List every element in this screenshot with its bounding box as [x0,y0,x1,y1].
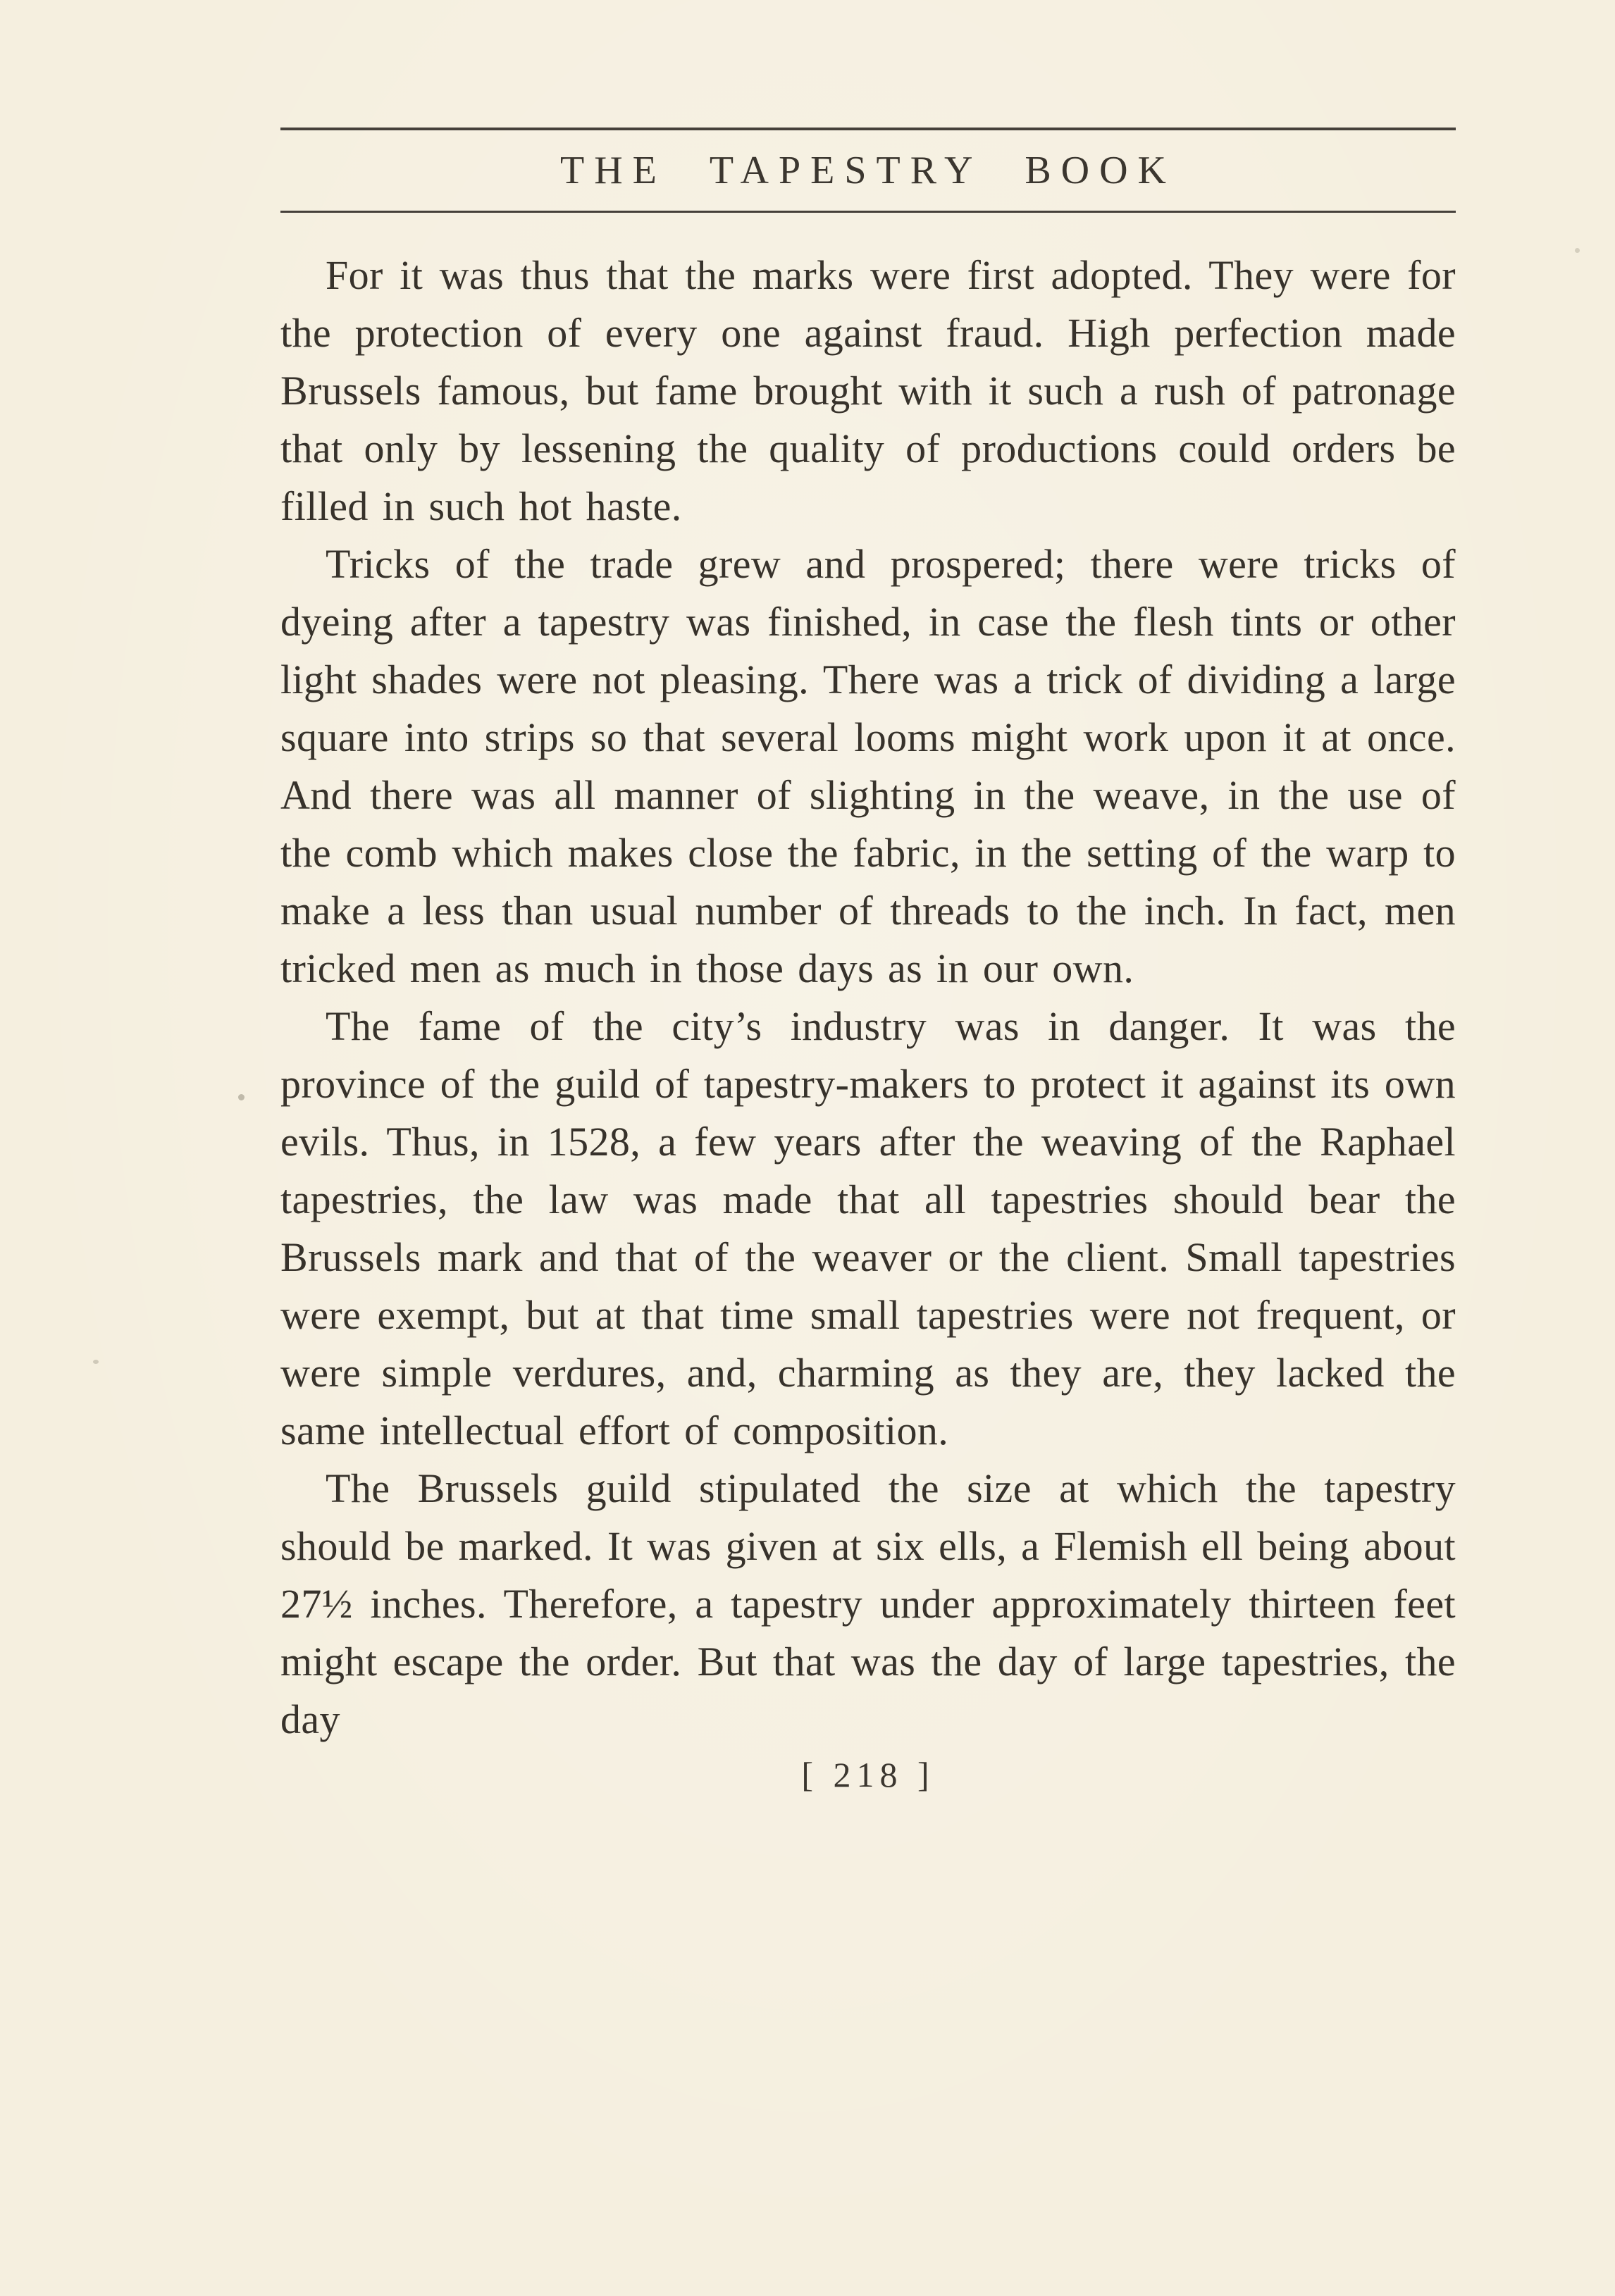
page-number: [ 218 ] [801,1755,935,1794]
paragraph-2: Tricks of the trade grew and prospered; there were tricks of dyeing after a tapestry was finished, in case the flesh tints or other light shades were not pleasing. There was a trick of dividing a large square into strips so that several looms might work upon it at once. And there was all manner of slighting in the weave, in the use of the comb which makes close the fabric, in the setting of the warp to make a less than usual number of threads to the inch. In fact, men tricked men as much in those days as in our own. [280,541,1456,991]
body-text [280,247,1456,1749]
scan-speck [1575,248,1580,253]
text-block [280,128,1456,1795]
paragraph-1: For it was thus that the marks were first adopted. They were for the protection of every one against fraud. High perfection made Brussels famous, but fame brought with it such a rush of patronage that only by lessening the quality of productions could orders be filled in such hot haste. [280,252,1456,529]
scan-speck [93,1360,99,1364]
paragraph-3: The fame of the city’s industry was in danger. It was the province of the guild of tapestry-makers to protect it against its own evils. Thus, in 1528, a few years after the weaving of the Raphael tapestries, the law was made that all tapestries should bear the Brussels mark and that of the weaver or the client. Small tapestries were exempt, but at that time small tapestries were not frequent, or were simple verdures, and, charming as they are, they lacked the same intellectual effort of composition. [280,1003,1456,1453]
paragraph-4: The Brussels guild stipulated the size at which the tapestry should be marked. It was given at six ells, a Flemish ell being about 27½ inches. Therefore, a tapestry under approximately thirteen feet might escape the order. But that was the day of large tapestries, the day [280,1465,1456,1742]
header-rule-bottom [280,211,1456,213]
scan-speck [238,1094,245,1100]
running-head: THE TAPESTRY BOOK [559,149,1176,192]
